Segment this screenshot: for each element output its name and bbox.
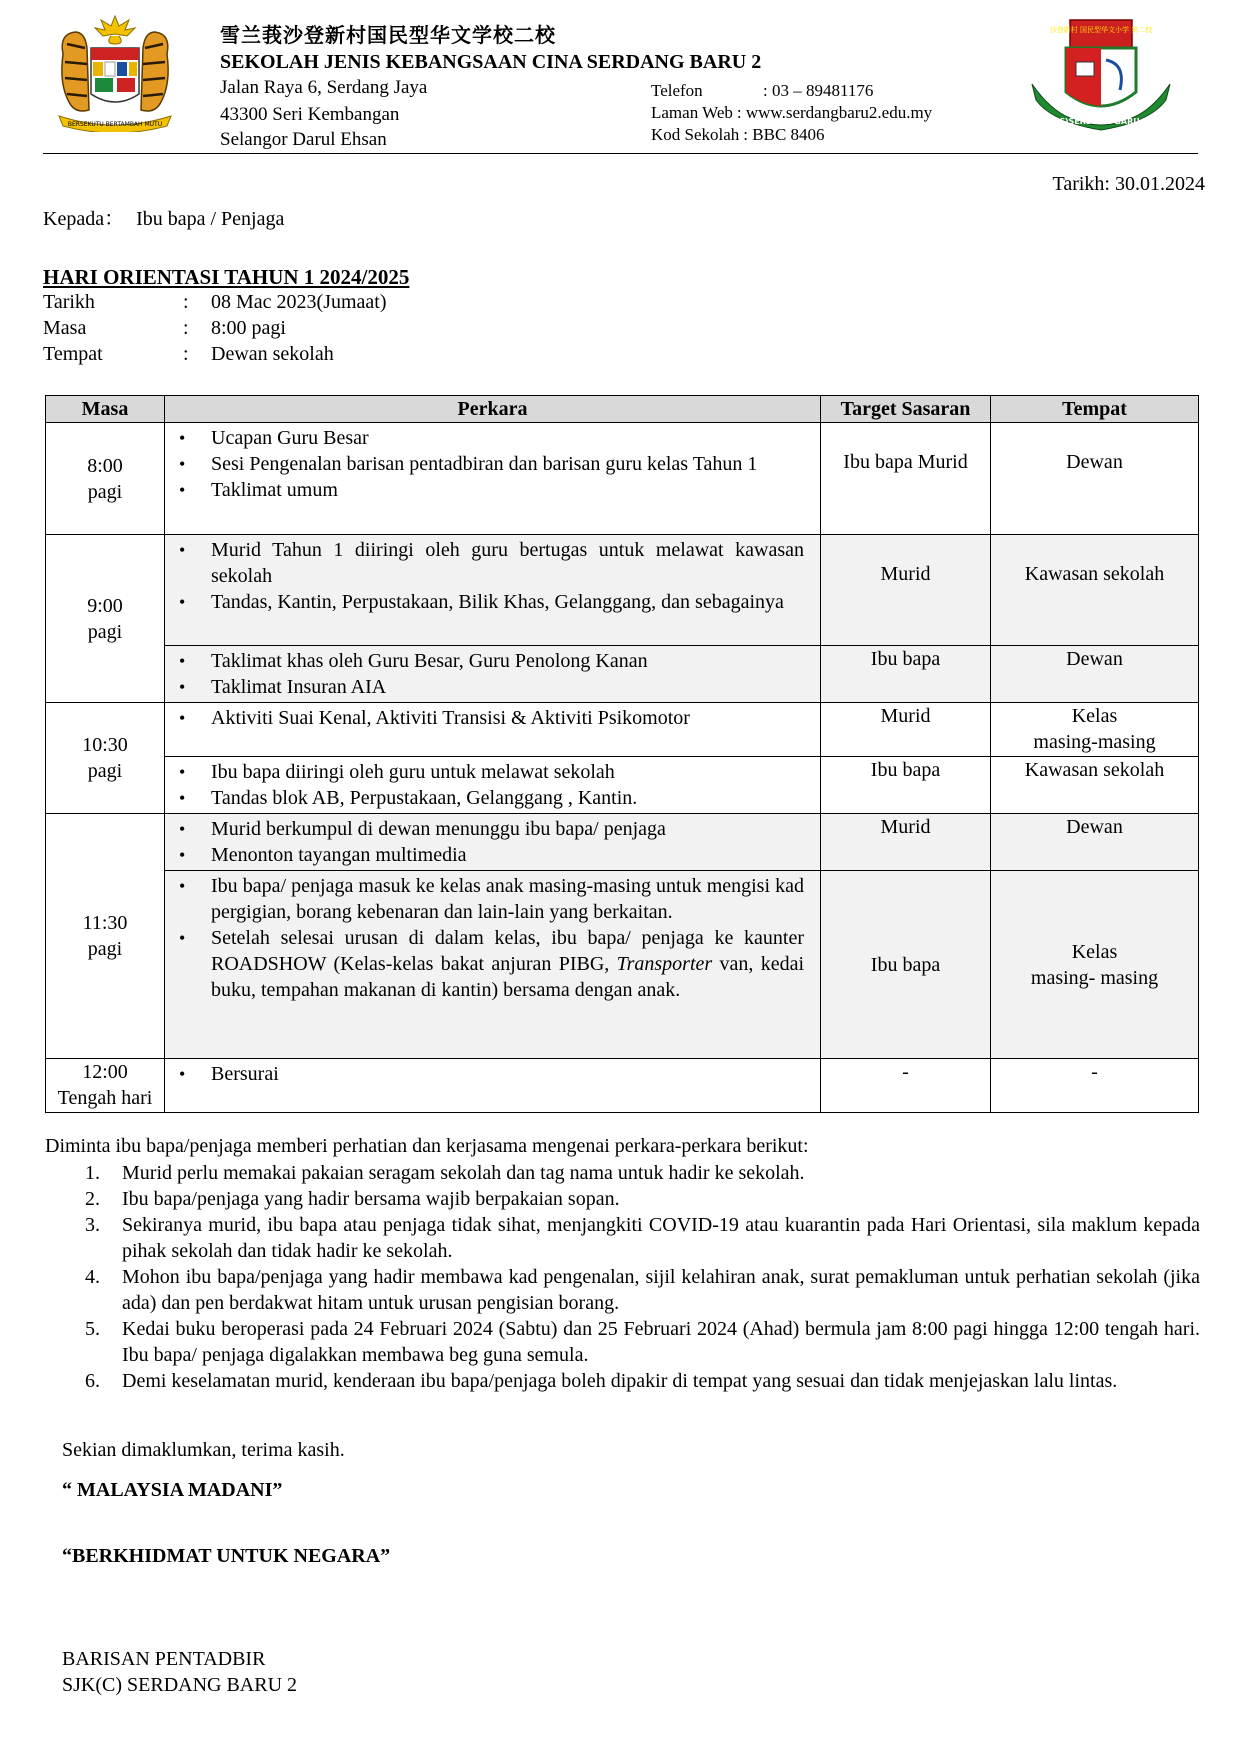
notes-intro: Diminta ibu bapa/penjaga memberi perhatian dan kerjasama mengenai perkara-perkara berikut:: [45, 1135, 809, 1157]
masa-cell: 11:30 pagi: [46, 814, 165, 1059]
list-item: • Ibu bapa diiringi oleh guru untuk melawat sekolah: [175, 759, 804, 785]
col-header-perkara: Perkara: [165, 396, 821, 423]
list-item: • Sesi Pengenalan barisan pentadbiran dan barisan guru kelas Tahun 1: [175, 451, 804, 477]
list-item: • Ibu bapa/ penjaga masuk ke kelas anak masing-masing untuk mengisi kad pergigian, borang kebenaran dan lain-lain yang berkaitan.: [175, 873, 804, 925]
list-item: • Taklimat khas oleh Guru Besar, Guru Penolong Kanan: [175, 648, 804, 674]
info-key: Tempat: [43, 343, 103, 365]
target-cell: Ibu bapa: [821, 646, 991, 703]
target-cell: Ibu bapa Murid: [821, 423, 991, 535]
contact-website-value[interactable]: : www.serdangbaru2.edu.my: [736, 103, 933, 122]
target-cell: -: [821, 1059, 991, 1113]
info-key: Tarikh: [43, 291, 95, 313]
list-item: 1. Murid perlu memakai pakaian seragam sekolah dan tag nama untuk hadir ke sekolah.: [85, 1162, 805, 1184]
list-item: • Murid berkumpul di dewan menunggu ibu bapa/ penjaga: [175, 816, 804, 842]
target-cell: Murid: [821, 703, 991, 757]
table-row: [46, 646, 1199, 703]
col-header-tempat: Tempat: [991, 396, 1199, 423]
recipient-label: Kepada：: [43, 208, 125, 230]
tempat-cell: -: [991, 1059, 1199, 1113]
recipient-line: [43, 207, 284, 232]
event-title: HARI ORIENTASI TAHUN 1 2024/2025: [43, 265, 410, 289]
target-cell: Murid: [821, 535, 991, 646]
perkara-cell: [165, 535, 821, 646]
signatory-line-2: SJK(C) SERDANG BARU 2: [62, 1674, 298, 1696]
malaysia-coat-of-arms-icon: [55, 14, 175, 132]
notes-list: [85, 1160, 1200, 1394]
list-item: • Ucapan Guru Besar: [175, 425, 804, 451]
tempat-cell: Dewan: [991, 423, 1199, 535]
list-item: • Tandas blok AB, Perpustakaan, Gelanggang , Kantin.: [175, 785, 804, 811]
table-row: [46, 1059, 1199, 1113]
address-line-2: 43300 Seri Kembangan: [220, 104, 400, 125]
tempat-cell: Dewan: [991, 814, 1199, 871]
list-item: • Aktiviti Suai Kenal, Aktiviti Transisi & Aktiviti Psikomotor: [175, 705, 804, 731]
tempat-cell: Kawasan sekolah: [991, 535, 1199, 646]
closing-text: Sekian dimaklumkan, terima kasih.: [62, 1439, 345, 1461]
masa-cell: 8:00 pagi: [46, 423, 165, 535]
table-row: [46, 757, 1199, 814]
list-item: 2. Ibu bapa/penjaga yang hadir bersama wajib berpakaian sopan.: [85, 1188, 620, 1210]
info-row-time: Masa : 8:00 pagi: [43, 317, 286, 339]
info-row-date: Tarikh : 08 Mac 2023(Jumaat): [43, 291, 387, 313]
info-value: 08 Mac 2023(Jumaat): [211, 291, 387, 313]
address-line-1: Jalan Raya 6, Serdang Jaya: [220, 77, 428, 98]
tempat-cell: Kelas masing- masing: [991, 871, 1199, 1059]
info-row-venue: Tempat : Dewan sekolah: [43, 343, 334, 365]
contact-school-code-label: Kod Sekolah: [651, 125, 740, 144]
table-row: [46, 423, 1199, 535]
address-line-3: Selangor Darul Ehsan: [220, 129, 387, 150]
letter-date: Tarikh: 30.01.2024: [1052, 173, 1205, 195]
tempat-cell: Kelas masing-masing: [991, 703, 1199, 757]
masa-cell: 10:30 pagi: [46, 703, 165, 814]
list-item: • Tandas, Kantin, Perpustakaan, Bilik Khas, Gelanggang, dan sebagainya: [175, 589, 804, 615]
masa-cell: 9:00 pagi: [46, 535, 165, 703]
signatory-line-1: BARISAN PENTADBIR: [62, 1648, 266, 1670]
list-item: • Taklimat umum: [175, 477, 804, 503]
schedule-table: [45, 395, 1199, 1113]
target-cell: Ibu bapa: [821, 757, 991, 814]
contact-school-code-value: : BBC 8406: [743, 125, 825, 144]
list-item: 4. Mohon ibu bapa/penjaga yang hadir membawa kad pengenalan, sijil kelahiran anak, surat pemakluman untuk perhatian sekolah (jika ada) dan pen berdakwat hitam untuk urusan pengisian borang.: [85, 1266, 1200, 1314]
table-row: [46, 814, 1199, 871]
col-header-masa: Masa: [46, 396, 165, 423]
masa-cell: 12:00 Tengah hari: [46, 1059, 165, 1113]
logo-top-text: 沙登新村 国民型华文小学 第二校: [1049, 26, 1153, 34]
table-row: [46, 871, 1199, 1059]
target-cell: Ibu bapa: [821, 871, 991, 1059]
contact-phone: [651, 80, 873, 101]
list-item: • Murid Tahun 1 diiringi oleh guru bertugas untuk melawat kawasan sekolah: [175, 537, 804, 589]
contact-website-label: Laman Web: [651, 103, 733, 122]
school-name: SEKOLAH JENIS KEBANGSAAN CINA SERDANG BARU 2: [220, 51, 762, 73]
table-header-row: [46, 396, 1199, 423]
list-item: 5. Kedai buku beroperasi pada 24 Februari 2024 (Sabtu) dan 25 Februari 2024 (Ahad) bermula jam 8:00 pagi hingga 12:00 tengah hari. Ibu bapa/ penjaga digalakkan membawa beg guna semula.: [85, 1318, 1200, 1366]
perkara-cell: [165, 646, 821, 703]
col-header-target: Target Sasaran: [821, 396, 991, 423]
target-cell: Murid: [821, 814, 991, 871]
motto-malaysia-madani: “ MALAYSIA MADANI”: [62, 1479, 283, 1501]
motto-berkhidmat: “BERKHIDMAT UNTUK NEGARA”: [62, 1545, 391, 1567]
info-value: 8:00 pagi: [211, 317, 286, 339]
header-divider: [43, 153, 1198, 154]
tempat-cell: Dewan: [991, 646, 1199, 703]
perkara-cell: [165, 423, 821, 535]
perkara-cell: [165, 814, 821, 871]
logo-ribbon-text: SJK(C)SERDANG BARU DUA: [1040, 117, 1162, 126]
table-row: [46, 703, 1199, 757]
tempat-cell: Kawasan sekolah: [991, 757, 1199, 814]
info-key: Masa: [43, 317, 87, 339]
list-item: 3. Sekiranya murid, ibu bapa atau penjaga tidak sihat, menjangkiti COVID-19 atau kuarantin pada Hari Orientasi, sila maklum kepada pihak sekolah dan tidak hadir ke sekolah.: [85, 1214, 1200, 1262]
perkara-cell: [165, 871, 821, 1059]
perkara-cell: [165, 1059, 821, 1113]
recipient-value: Ibu bapa / Penjaga: [136, 208, 285, 230]
contact-website: [651, 102, 932, 123]
crest-motto: BERSEKUTU BERTAMBAH MUTU: [67, 121, 163, 128]
list-item: • Bersurai: [175, 1061, 804, 1087]
perkara-cell: [165, 757, 821, 814]
list-item: • Taklimat Insuran AIA: [175, 674, 804, 700]
contact-school-code: [651, 124, 825, 145]
table-row: [46, 535, 1199, 646]
list-item: • Setelah selesai urusan di dalam kelas, ibu bapa/ penjaga ke kaunter ROADSHOW (Kelas-kelas bakat anjuran PIBG, Transporter van, kedai buku, tempahan makanan di kantin) bersama dengan anak.: [175, 925, 804, 1003]
list-item: • Menonton tayangan multimedia: [175, 842, 804, 868]
info-value: Dewan sekolah: [211, 343, 334, 365]
school-logo-icon: [1030, 14, 1172, 134]
contact-phone-label: Telefon: [651, 81, 703, 100]
list-item: 6. Demi keselamatan murid, kenderaan ibu bapa/penjaga boleh dipakir di tempat yang sesuai dan tidak menjejaskan lalu lintas.: [85, 1370, 1118, 1392]
perkara-cell: [165, 703, 821, 757]
contact-phone-value: : 03 – 89481176: [763, 81, 874, 100]
school-name-chinese: 雪兰莪沙登新村国民型华文学校二校: [220, 25, 556, 47]
